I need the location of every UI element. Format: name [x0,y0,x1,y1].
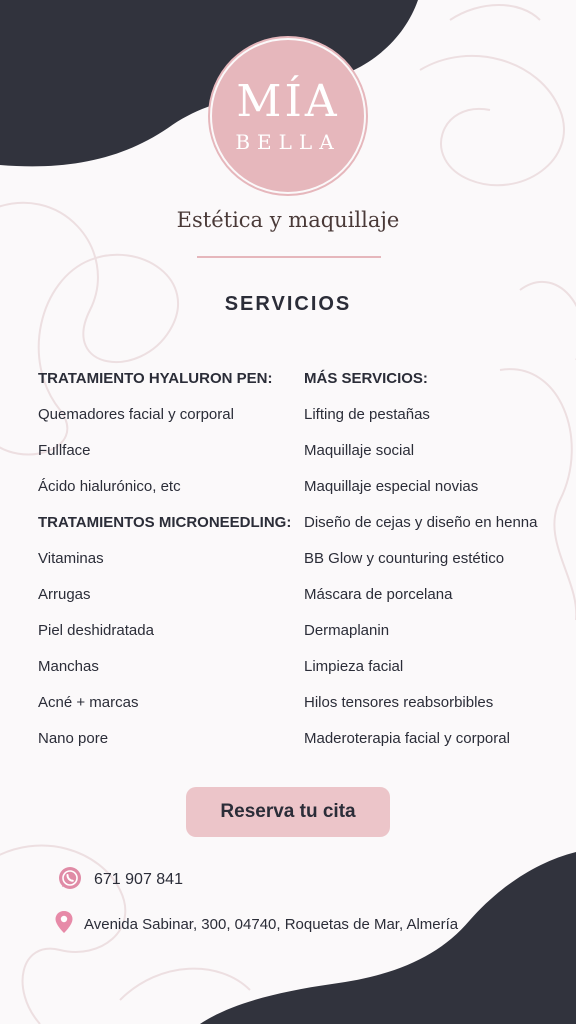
logo-sub-text: BELLA [235,130,341,154]
service-item: Diseño de cejas y diseño en henna [304,514,538,531]
hyaluron-heading: TRATAMIENTO HYALURON PEN: [38,370,273,387]
divider [197,256,381,258]
address-text: Avenida Sabinar, 300, 04740, Roquetas de Mar, Almería [84,915,459,933]
service-item: Máscara de porcelana [304,586,453,603]
service-item: Fullface [38,442,91,459]
service-item: Vitaminas [38,550,104,567]
brand-logo [210,38,366,194]
phone-number: 671 907 841 [94,871,183,888]
logo-main-text: MÍA [236,76,340,127]
bottom-right-dark-shape [200,852,576,1024]
service-item: Maquillaje especial novias [304,478,479,495]
service-item: Hilos tensores reabsorbibles [304,694,494,711]
service-item: Dermaplanin [304,622,390,639]
location-pin-icon [54,910,74,938]
service-item: Maderoterapia facial y corporal [304,730,510,747]
tagline: Estética y maquillaje [176,208,400,232]
service-item: Arrugas [38,586,91,603]
service-item: Limpieza facial [304,658,404,675]
services-title: SERVICIOS [224,293,352,315]
service-item: BB Glow y counturing estético [304,550,505,567]
more-services-heading: MÁS SERVICIOS: [304,370,428,387]
service-item: Manchas [38,658,99,675]
service-item: Quemadores facial y corporal [38,406,234,423]
service-item: Piel deshidratada [38,622,154,639]
address-contact[interactable] [54,910,458,938]
phone-contact[interactable] [58,866,183,894]
service-item: Ácido hialurónico, etc [38,478,181,495]
service-item: Lifting de pestañas [304,406,430,423]
microneedling-heading: TRATAMIENTOS MICRONEEDLING: [38,514,292,531]
whatsapp-icon [58,866,82,894]
left-services-column [38,367,298,763]
service-item: Acné + marcas [38,694,139,711]
service-item: Maquillaje social [304,442,415,459]
service-item: Nano pore [38,730,109,747]
right-services-column [304,367,566,763]
reserve-button[interactable]: Reserva tu cita [186,787,390,837]
